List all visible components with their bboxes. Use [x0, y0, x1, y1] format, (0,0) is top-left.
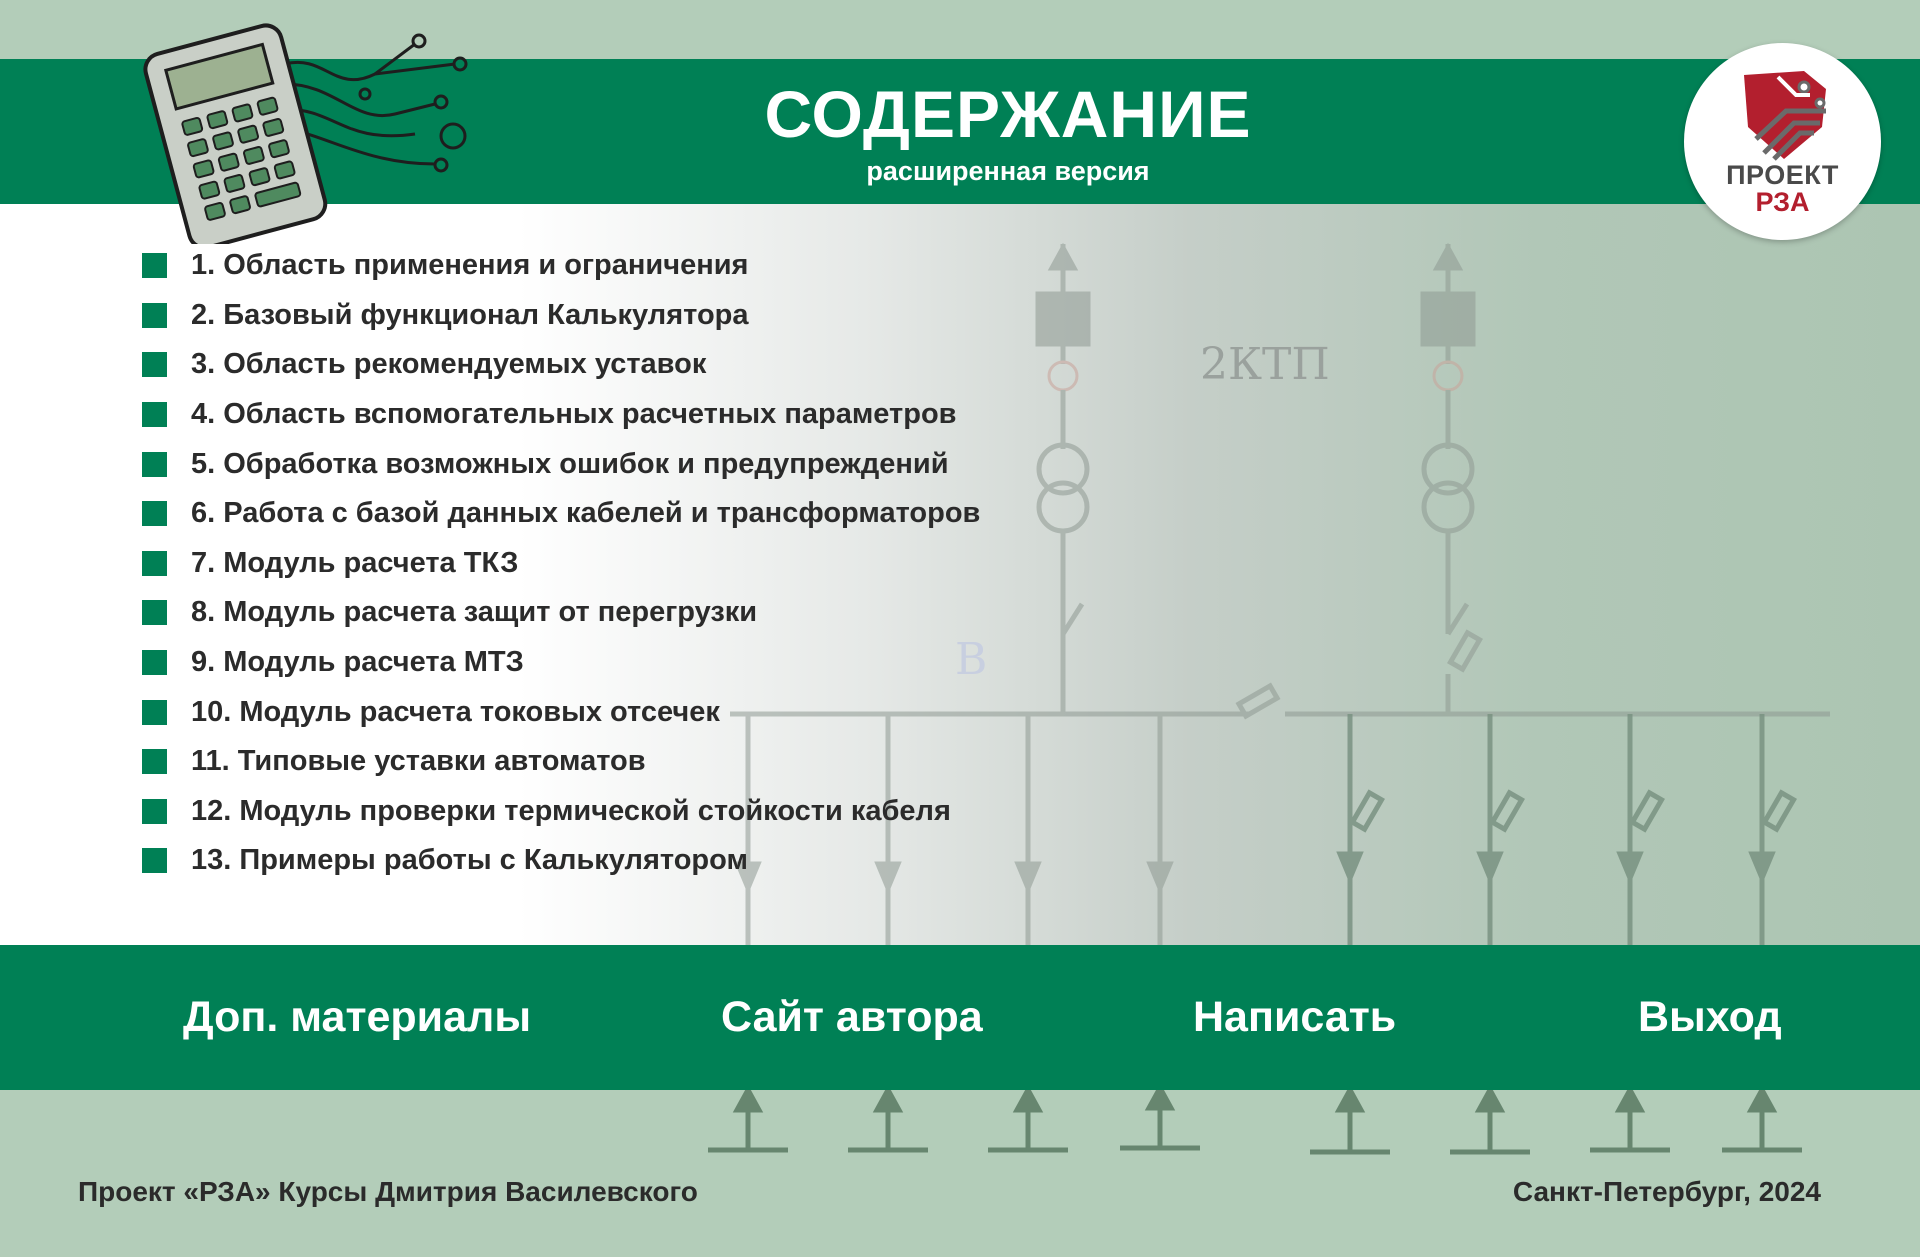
outgoing-feeder: [1480, 714, 1522, 945]
toc-item-12[interactable]: [142, 787, 980, 837]
toc-item-2[interactable]: [142, 291, 980, 341]
page-subtitle: расширенная версия: [866, 156, 1150, 186]
toc-item-3[interactable]: [142, 340, 980, 390]
bullet-square-icon: [142, 303, 167, 328]
bullet-square-icon: [142, 848, 167, 873]
toc-item-label: 8. Модуль расчета защит от перегрузки: [191, 596, 758, 629]
label-b: В: [955, 634, 988, 685]
bullet-square-icon: [142, 799, 167, 824]
toc-item-11[interactable]: [142, 737, 980, 787]
toc-item-10[interactable]: [142, 687, 980, 737]
additional-materials-button[interactable]: Доп. материалы: [183, 993, 532, 1041]
toc-item-8[interactable]: [142, 588, 980, 638]
bullet-square-icon: [142, 402, 167, 427]
logo-text-project: ПРОЕКТ: [1726, 160, 1839, 190]
toc-item-label: 12. Модуль проверки термической стойкости кабеля: [191, 794, 951, 827]
bullet-square-icon: [142, 650, 167, 675]
toc-item-label: 10. Модуль расчета токовых отсечек: [191, 695, 720, 728]
label-2ktp: 2КТП: [1200, 339, 1330, 390]
incoming-feeder-left: [1038, 244, 1088, 712]
feeder-stub: [1120, 1088, 1200, 1148]
feeder-stub: [1310, 1090, 1390, 1152]
feeder-stub: [708, 1090, 788, 1150]
toc-item-5[interactable]: [142, 439, 980, 489]
toc-item-label: 2. Базовый функционал Калькулятора: [191, 298, 749, 331]
incoming-feeder-right: [1423, 244, 1480, 712]
bullet-square-icon: [142, 501, 167, 526]
footer-credits: Проект «РЗА» Курсы Дмитрия Василевского: [78, 1176, 698, 1207]
toc-item-label: 11. Типовые уставки автоматов: [191, 745, 646, 778]
toc-item-9[interactable]: [142, 638, 980, 688]
bullet-square-icon: [142, 253, 167, 278]
toc-item-4[interactable]: [142, 390, 980, 440]
project-logo[interactable]: [1684, 43, 1881, 240]
outgoing-feeder: [1340, 714, 1382, 945]
outgoing-feeder: [1752, 714, 1794, 945]
toc-item-label: 6. Работа с базой данных кабелей и трансформаторов: [191, 497, 981, 530]
table-of-contents: [142, 241, 980, 886]
shield-icon: [1734, 67, 1834, 163]
exit-button[interactable]: Выход: [1638, 993, 1782, 1041]
toc-item-label: 3. Область рекомендуемых уставок: [191, 348, 707, 381]
toc-item-label: 7. Модуль расчета ТКЗ: [191, 546, 519, 579]
author-site-button[interactable]: Сайт автора: [721, 993, 983, 1041]
bullet-square-icon: [142, 352, 167, 377]
toc-item-label: 1. Область применения и ограничения: [191, 249, 749, 282]
calculator-icon: [135, 14, 475, 244]
feeder-stub: [1590, 1090, 1670, 1150]
bullet-square-icon: [142, 749, 167, 774]
outgoing-feeder: [1150, 714, 1170, 945]
outgoing-feeder: [1620, 714, 1662, 945]
page-title: СОДЕРЖАНИЕ: [764, 77, 1252, 151]
write-button[interactable]: Написать: [1193, 993, 1397, 1041]
toc-item-label: 9. Модуль расчета МТЗ: [191, 646, 524, 679]
bullet-square-icon: [142, 600, 167, 625]
toc-item-1[interactable]: [142, 241, 980, 291]
bullet-square-icon: [142, 551, 167, 576]
toc-item-label: 5. Обработка возможных ошибок и предупреждений: [191, 447, 949, 480]
feeder-stub: [1722, 1090, 1802, 1150]
feeder-stub: [1450, 1090, 1530, 1152]
toc-item-label: 4. Область вспомогательных расчетных параметров: [191, 398, 957, 431]
bullet-square-icon: [142, 700, 167, 725]
logo-text-rza: РЗА: [1755, 187, 1810, 217]
footer-location-year: Санкт-Петербург, 2024: [1512, 1176, 1821, 1207]
toc-item-13[interactable]: [142, 836, 980, 886]
toc-item-6[interactable]: [142, 489, 980, 539]
bullet-square-icon: [142, 452, 167, 477]
outgoing-feeder: [1018, 714, 1038, 945]
toc-item-label: 13. Примеры работы с Калькулятором: [191, 844, 748, 877]
feeder-stub: [988, 1090, 1068, 1150]
toc-item-7[interactable]: [142, 539, 980, 589]
feeder-stub: [848, 1090, 928, 1150]
